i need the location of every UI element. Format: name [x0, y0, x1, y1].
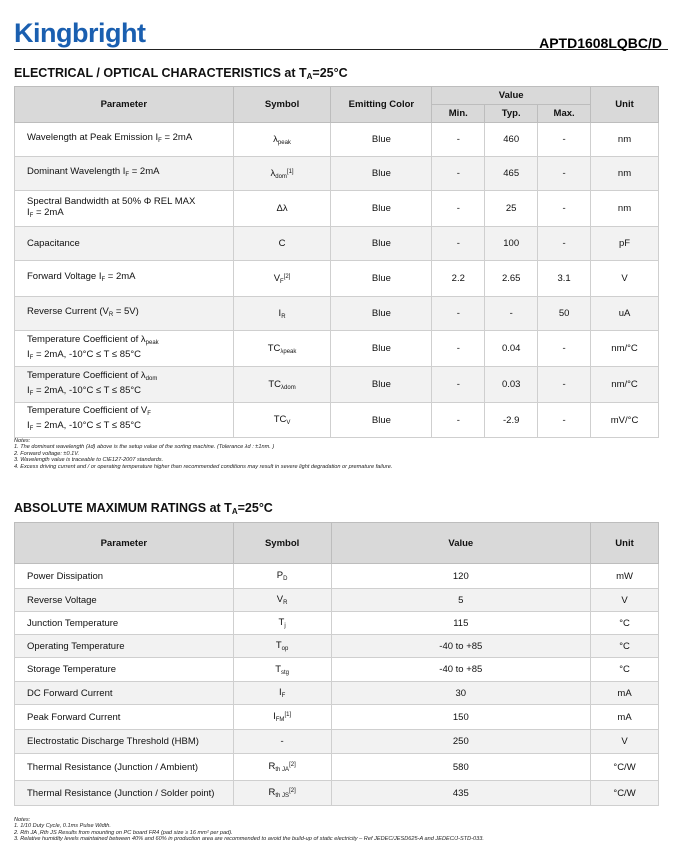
table-row — [15, 781, 659, 806]
parameter-cell — [15, 403, 234, 438]
unit-cell: V — [591, 261, 659, 297]
symbol-cell — [233, 781, 331, 806]
typ-cell: 0.04 — [485, 331, 538, 367]
max-cell: - — [538, 367, 591, 403]
typ-cell: - — [485, 297, 538, 331]
parameter-cell — [15, 191, 234, 227]
note-line: Notes: — [14, 438, 31, 444]
symbol-text: T — [275, 640, 282, 651]
unit-cell: nm/°C — [591, 367, 659, 403]
emitting-color-cell: Blue — [331, 403, 432, 438]
typ-cell: -2.9 — [485, 403, 538, 438]
value-cell: 435 — [331, 781, 591, 806]
parameter-cell — [15, 227, 234, 261]
parameter-cell: DC Forward Current — [15, 682, 234, 705]
parameter-subscript: F — [125, 172, 130, 178]
electrical-notes — [14, 438, 392, 470]
min-cell: - — [432, 403, 485, 438]
parameter-line — [27, 132, 233, 147]
parameter-line — [27, 370, 233, 385]
parameter-text: = 2mA — [33, 206, 64, 218]
unit-cell: V — [591, 589, 659, 612]
parameter-subscript: peak — [145, 339, 159, 346]
note-line: 3. Relative humidity levels maintained between 40% and 60% in production area are recommended to avoid the build-up of static electricity – Ref JEDEC/JESD625-A and JEDEC/J-STD-033. — [14, 836, 484, 843]
parameter-subscript: F — [158, 138, 162, 144]
symbol-cell — [233, 367, 331, 403]
value-cell: -40 to +85 — [331, 635, 591, 658]
symbol-text: R — [268, 761, 276, 772]
unit-cell: °C — [591, 658, 659, 682]
parameter-cell — [15, 331, 234, 367]
parameter-text: Wavelength at Peak Emission I — [27, 132, 159, 143]
parameter-text: I — [27, 420, 30, 431]
col-value-header: Value — [331, 523, 591, 564]
symbol-cell — [233, 191, 331, 227]
emitting-color-cell: Blue — [331, 157, 432, 191]
table-row — [15, 589, 659, 612]
parameter-cell — [15, 157, 234, 191]
symbol-superscript: [2] — [289, 762, 296, 768]
min-cell: - — [432, 367, 485, 403]
parameter-text: I — [27, 384, 30, 396]
symbol-text: TC — [273, 414, 287, 425]
note-line: 4. Excess driving current and / or operating temperature higher than recommended conditions may result in severe light degradation or premature failure. — [14, 463, 393, 470]
max-cell: - — [538, 403, 591, 438]
absolute-section-title: ABSOLUTE MAXIMUM RATINGS at $T_A=25^\circ C$ — [14, 501, 273, 516]
parameter-cell — [15, 297, 234, 331]
unit-cell: pF — [591, 227, 659, 261]
parameter-text: = 2mA — [161, 132, 193, 143]
col-max-header: Max. — [538, 105, 591, 123]
absolute-maximum-ratings-table — [14, 522, 659, 806]
parameter-line — [27, 334, 233, 349]
symbol-cell — [233, 658, 331, 682]
unit-cell: V — [591, 730, 659, 754]
parameter-subscript: F — [29, 354, 34, 361]
min-cell: - — [432, 123, 485, 157]
col-min-header: Min. — [432, 105, 485, 123]
symbol-text: T — [275, 663, 282, 675]
unit-cell: °C/W — [591, 781, 659, 806]
min-cell: - — [432, 227, 485, 261]
electrical-section-title: ELECTRICAL / OPTICAL CHARACTERISTICS at $T_A=25^\circ C$ — [14, 66, 348, 81]
table-row — [15, 635, 659, 658]
parameter-text: I — [27, 348, 30, 360]
parameter-subscript: dom — [145, 375, 158, 382]
unit-cell: mW — [591, 564, 659, 589]
max-cell: - — [538, 123, 591, 157]
max-cell: - — [538, 331, 591, 367]
symbol-cell — [233, 682, 331, 705]
value-cell: 250 — [331, 730, 591, 754]
symbol-subscript: R — [281, 313, 286, 320]
col-symbol-header: Symbol — [233, 523, 331, 564]
emitting-color-cell: Blue — [331, 367, 432, 403]
parameter-cell — [15, 123, 234, 157]
col-value-header: Value — [432, 87, 591, 105]
min-cell: - — [432, 331, 485, 367]
min-cell: - — [432, 191, 485, 227]
symbol-subscript: th JA — [275, 767, 290, 773]
table-row — [15, 754, 659, 781]
value-cell: 5 — [331, 589, 591, 612]
parameter-subscript: F — [147, 411, 151, 417]
unit-cell: mA — [591, 705, 659, 730]
symbol-text: Δλ — [276, 203, 288, 214]
parameter-line — [27, 196, 233, 207]
table-row — [15, 261, 659, 297]
note-line: 2. Rth JA ,Rth JS Results from mounting on PC board FR4 (pad size ≥ 16 mm² per pad). — [14, 829, 233, 836]
unit-cell: nm — [591, 191, 659, 227]
parameter-text: Reverse Current (V — [27, 306, 109, 317]
value-cell: 580 — [331, 754, 591, 781]
parameter-text: = 2mA, -10°C ≤ T ≤ 85°C — [33, 384, 142, 396]
parameter-cell: Operating Temperature — [15, 635, 234, 658]
typ-cell: 465 — [485, 157, 538, 191]
unit-cell: mV/°C — [591, 403, 659, 438]
symbol-superscript: [2] — [283, 273, 291, 280]
parameter-line — [27, 271, 233, 286]
emitting-color-cell: Blue — [331, 227, 432, 261]
parameter-text: I — [27, 206, 30, 218]
typ-cell: 25 — [485, 191, 538, 227]
symbol-text: λ — [273, 133, 278, 145]
parameter-subscript: R — [108, 312, 114, 318]
unit-cell: nm — [591, 157, 659, 191]
parameter-text: Temperature Coefficient of λ — [27, 333, 146, 345]
max-cell: 50 — [538, 297, 591, 331]
parameter-cell: Junction Temperature — [15, 612, 234, 635]
symbol-cell — [233, 730, 331, 754]
note-line: 1. The dominant wavelength (λd) above is the setup value of the sorting machine. (Tolerance λd : ±1nm. ) — [14, 444, 275, 451]
table-row — [15, 367, 659, 403]
table-row — [15, 682, 659, 705]
table-row — [15, 658, 659, 682]
col-typ-header: Typ. — [485, 105, 538, 123]
symbol-subscript: F — [281, 693, 286, 699]
parameter-line — [27, 238, 233, 249]
parameter-text: Forward Voltage I — [27, 271, 102, 282]
symbol-subscript: FM — [275, 717, 285, 723]
symbol-text: V — [273, 272, 281, 284]
symbol-cell — [233, 297, 331, 331]
unit-cell: nm — [591, 123, 659, 157]
symbol-text: - — [280, 736, 284, 747]
symbol-text: V — [276, 594, 284, 605]
symbol-subscript: dom — [275, 173, 287, 180]
symbol-text: TC — [268, 378, 282, 390]
absolute-notes — [14, 817, 484, 843]
symbol-subscript: stg — [281, 669, 290, 676]
col-symbol-header: Symbol — [233, 87, 331, 123]
min-cell: 2.2 — [432, 261, 485, 297]
symbol-text: I — [273, 711, 276, 722]
symbol-cell — [233, 157, 331, 191]
emitting-color-cell: Blue — [331, 331, 432, 367]
parameter-cell: Reverse Voltage — [15, 589, 234, 612]
value-cell: 115 — [331, 612, 591, 635]
typ-cell: 460 — [485, 123, 538, 157]
parameter-line — [27, 166, 233, 181]
typ-cell: 0.03 — [485, 367, 538, 403]
col-unit-header: Unit — [591, 523, 659, 564]
symbol-superscript: [2] — [289, 788, 296, 794]
symbol-subscript: V — [286, 420, 291, 426]
symbol-subscript: peak — [277, 139, 291, 146]
symbol-text: P — [276, 570, 284, 581]
symbol-text: C — [278, 238, 286, 249]
parameter-text: Temperature Coefficient of V — [27, 405, 148, 416]
value-cell: -40 to +85 — [331, 658, 591, 682]
note-line: 1. 1/10 Duty Cycle, 0.1ms Pulse Width. — [14, 823, 111, 830]
symbol-text: T — [278, 617, 285, 628]
table-row — [15, 730, 659, 754]
parameter-line — [27, 385, 233, 400]
parameter-cell: Electrostatic Discharge Threshold (HBM) — [15, 730, 234, 754]
col-parameter-header: Parameter — [15, 523, 234, 564]
parameter-line — [27, 306, 233, 321]
parameter-line — [27, 349, 233, 364]
col-emitting-color-header: Emitting Color — [331, 87, 432, 123]
parameter-cell — [15, 261, 234, 297]
symbol-subscript: λpeak — [280, 348, 297, 355]
col-unit-header: Unit — [591, 87, 659, 123]
value-cell: 150 — [331, 705, 591, 730]
symbol-cell — [233, 123, 331, 157]
table-row — [15, 227, 659, 261]
symbol-cell — [233, 612, 331, 635]
symbol-subscript: R — [283, 600, 288, 606]
unit-cell: °C — [591, 612, 659, 635]
electrical-optical-table — [14, 86, 659, 438]
table-row — [15, 564, 659, 589]
table-row — [15, 705, 659, 730]
parameter-text: Capacitance — [27, 238, 80, 249]
symbol-subscript: F — [280, 278, 284, 285]
symbol-cell — [233, 261, 331, 297]
symbol-cell — [233, 705, 331, 730]
emitting-color-cell: Blue — [331, 123, 432, 157]
note-line: 3. Wavelength value is traceable to CIE127-2007 standards. — [14, 457, 164, 464]
table-row — [15, 157, 659, 191]
emitting-color-cell: Blue — [331, 191, 432, 227]
table-row — [15, 191, 659, 227]
symbol-text: R — [268, 787, 276, 798]
unit-cell: °C — [591, 635, 659, 658]
min-cell: - — [432, 157, 485, 191]
unit-cell: mA — [591, 682, 659, 705]
part-number: APTD1608LQBC/D — [539, 35, 662, 51]
max-cell: - — [538, 157, 591, 191]
value-cell: 30 — [331, 682, 591, 705]
max-cell: - — [538, 227, 591, 261]
parameter-line — [27, 405, 233, 420]
parameter-line — [27, 207, 233, 222]
typ-cell: 100 — [485, 227, 538, 261]
parameter-subscript: F — [101, 277, 106, 283]
symbol-subscript: λdom — [281, 384, 296, 391]
symbol-subscript: th JS — [275, 793, 290, 799]
parameter-line — [27, 420, 233, 435]
unit-cell: °C/W — [591, 754, 659, 781]
kingbright-logo: Kingbright — [14, 18, 146, 48]
typ-cell: 2.65 — [485, 261, 538, 297]
symbol-cell — [233, 564, 331, 589]
parameter-cell: Thermal Resistance (Junction / Ambient) — [15, 754, 234, 781]
parameter-text: = 2mA, -10°C ≤ T ≤ 85°C — [33, 348, 142, 360]
table-row — [15, 297, 659, 331]
symbol-cell — [233, 589, 331, 612]
symbol-subscript: j — [284, 623, 286, 629]
symbol-superscript: [1] — [286, 168, 294, 175]
symbol-text: λ — [270, 167, 276, 179]
parameter-cell: Thermal Resistance (Junction / Solder point) — [15, 781, 234, 806]
symbol-cell — [233, 403, 331, 438]
table-row — [15, 331, 659, 367]
parameter-cell: Peak Forward Current — [15, 705, 234, 730]
parameter-cell: Power Dissipation — [15, 564, 234, 589]
col-parameter-header: Parameter — [15, 87, 234, 123]
value-cell: 120 — [331, 564, 591, 589]
unit-cell: uA — [591, 297, 659, 331]
min-cell: - — [432, 297, 485, 331]
emitting-color-cell: Blue — [331, 261, 432, 297]
emitting-color-cell: Blue — [331, 297, 432, 331]
parameter-text: = 2mA — [129, 166, 160, 177]
symbol-superscript: [1] — [284, 712, 292, 718]
symbol-cell — [233, 754, 331, 781]
table-row — [15, 123, 659, 157]
table-row — [15, 612, 659, 635]
parameter-cell — [15, 367, 234, 403]
parameter-subscript: F — [29, 390, 34, 397]
parameter-text: = 2mA — [105, 271, 136, 282]
symbol-text: TC — [267, 342, 281, 354]
parameter-text: = 5V) — [113, 306, 139, 317]
parameter-text: Temperature Coefficient of λ — [27, 369, 146, 381]
parameter-text: = 2mA, -10°C ≤ T ≤ 85°C — [33, 420, 142, 431]
max-cell: - — [538, 191, 591, 227]
symbol-cell — [233, 227, 331, 261]
symbol-text: I — [278, 307, 282, 319]
symbol-text: I — [278, 687, 282, 698]
parameter-cell: Storage Temperature — [15, 658, 234, 682]
symbol-subscript: D — [283, 576, 288, 582]
parameter-subscript: F — [29, 212, 34, 219]
note-line: 2. Forward voltage: ±0.1V. — [14, 450, 80, 457]
parameter-text: Dominant Wavelength I — [27, 166, 126, 177]
symbol-cell — [233, 635, 331, 658]
symbol-cell — [233, 331, 331, 367]
table-row — [15, 403, 659, 438]
parameter-subscript: F — [29, 426, 34, 432]
max-cell: 3.1 — [538, 261, 591, 297]
page-header — [14, 14, 668, 50]
symbol-subscript: op — [281, 646, 289, 652]
note-line: Notes: — [14, 817, 31, 823]
parameter-text: Spectral Bandwidth at 50% Φ REL MAX — [27, 195, 196, 207]
unit-cell: nm/°C — [591, 331, 659, 367]
